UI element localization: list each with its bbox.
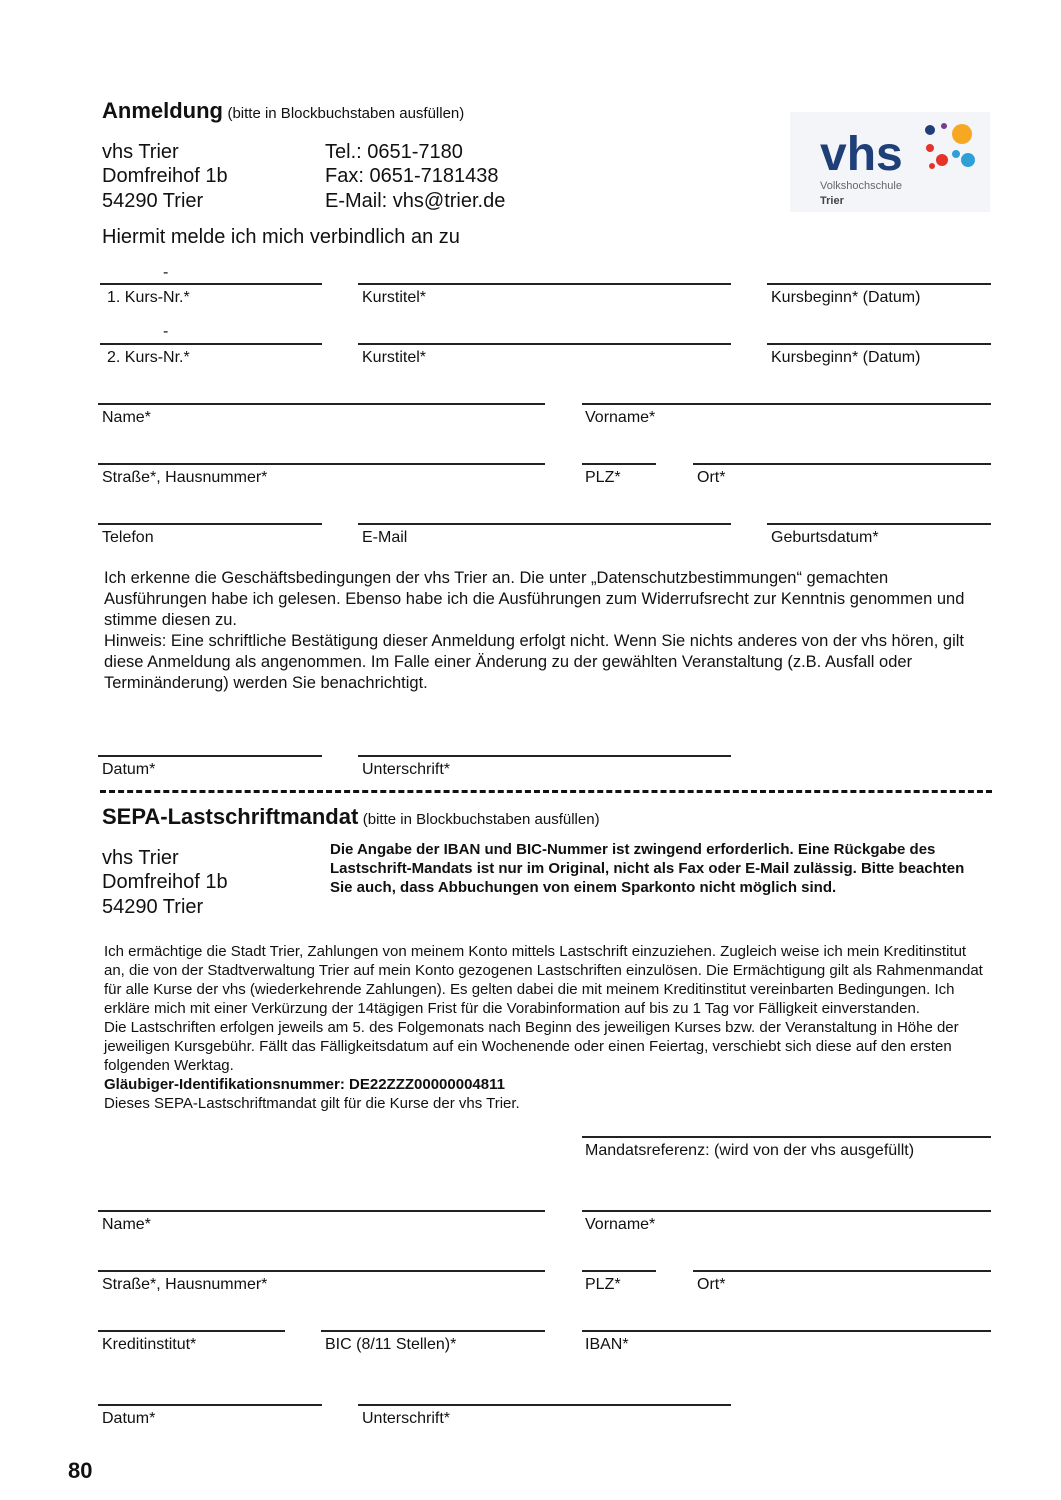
creditor-id: Gläubiger-Identifikationsnummer: DE22ZZZ00000004811 [104,1076,505,1093]
course2-start-field[interactable] [767,343,991,345]
course1-title-field[interactable] [358,283,731,285]
notice-paragraph: Hinweis: Eine schriftliche Bestätigung dieser Anmeldung erfolgt nicht. Wenn Sie nichts anderes von der vhs hören, gilt diese Anmeldung als angenommen. Im Falle einer Änderung zu der gewählten Veranstaltung (z.B. Ausfall oder Terminänderung) werden Sie benachrichtigt. [104,632,964,692]
phone-field[interactable] [98,523,322,525]
form-heading [102,98,464,124]
sepa-address-line: Domfreihof 1b [102,871,228,893]
sepa-firstname-field[interactable] [582,1210,991,1212]
mandate-ref-field [582,1136,991,1138]
bank-field[interactable] [98,1330,285,1332]
name-field[interactable] [98,403,545,405]
sepa-paragraph: Ich ermächtige die Stadt Trier, Zahlungen von meinem Konto mittels Lastschrift einzuziehen. Zugleich weise ich mein Kreditinstitut an, die von der Stadtverwaltung Trier auf mein Konto gezogenen Lastschriften einzulösen. Die Ermächtigung gilt als Rahmenmandat für alle Kurse der vhs (wiederkehrende Zahlungen). Es gelten dabei die mit meinem Kreditinstitut vereinbarten Bedingungen. Ich erkläre mich mit einer Verkürzung der 14tägigen Frist für die Vorabinformation auf bis zu 1 Tag vor Fälligkeit einverstanden. [104,943,983,1017]
vhs-logo-graphic [790,112,990,212]
signature-field[interactable] [358,755,731,757]
sepa-plz-label: PLZ* [585,1276,621,1293]
course2-title-field[interactable] [358,343,731,345]
city-field[interactable] [693,463,991,465]
street-field[interactable] [98,463,545,465]
address-line: vhs Trier [102,141,179,163]
logo-text: vhs [820,128,903,181]
intro-text: Hiermit melde ich mich verbindlich an zu [102,226,460,248]
form-subtitle: (bitte in Blockbuchstaben ausfüllen) [227,105,465,122]
sepa-signature-label: Unterschrift* [362,1410,451,1427]
course2-dash: - [163,323,169,340]
sepa-firstname-label: Vorname* [585,1216,656,1233]
sepa-city-field[interactable] [693,1270,991,1272]
address-line: 54290 Trier [102,190,204,212]
sepa-signature-field[interactable] [358,1404,731,1406]
course2-title-label: Kurstitel* [362,349,427,366]
course2-nr-field[interactable] [100,343,322,345]
firstname-label: Vorname* [585,409,656,426]
course1-title-label: Kurstitel* [362,289,427,306]
sepa-street-label: Straße*, Hausnummer* [102,1276,268,1293]
email-text: E-Mail: vhs@trier.de [325,190,506,212]
email-label: E-Mail [362,529,408,546]
terms-paragraph: Ich erkenne die Geschäftsbedingungen der vhs Trier an. Die unter „Datenschutzbestimmungen“ gemachten Ausführungen habe ich gelesen. Ebenso habe ich die Ausführungen zum Widerrufsrecht zur Kenntnis genommen und stimme diesen zu. [104,569,965,629]
sepa-subtitle: (bitte in Blockbuchstaben ausfüllen) [362,811,600,828]
cut-line-divider [100,790,992,793]
sepa-address-line: vhs Trier [102,847,179,869]
sepa-address-line: 54290 Trier [102,896,204,918]
logo-line2: Trier [820,195,844,207]
sepa-plz-field[interactable] [582,1270,656,1272]
course1-nr-field[interactable] [100,283,322,285]
form-title: Anmeldung [102,98,223,123]
course1-start-field[interactable] [767,283,991,285]
sepa-paragraph: Die Lastschriften erfolgen jeweils am 5. des Folgemonats nach Beginn des jeweiligen Kurses bzw. der Veranstaltung in Höhe der jeweiligen Kursgebühr. Fällt das Fälligkeitsdatum auf ein Wochenende oder einen Feiertag, verschiebt sich diese auf den ersten folgenden Werktag. [104,1019,959,1074]
plz-label: PLZ* [585,469,621,486]
logo-line1: Volkshochschule [820,180,902,192]
sepa-mandate-text [104,942,989,1113]
sepa-city-label: Ort* [697,1276,726,1293]
bank-label: Kreditinstitut* [102,1336,197,1353]
sepa-paragraph: Dieses SEPA-Lastschriftmandat gilt für die Kurse der vhs Trier. [104,1095,520,1112]
sepa-name-field[interactable] [98,1210,545,1212]
birthdate-label: Geburtsdatum* [771,529,879,546]
bic-field[interactable] [321,1330,545,1332]
birthdate-field[interactable] [767,523,991,525]
course1-start-label: Kursbeginn* (Datum) [771,289,921,306]
course1-nr-label: 1. Kurs-Nr.* [107,289,190,306]
firstname-field[interactable] [582,403,991,405]
street-label: Straße*, Hausnummer* [102,469,268,486]
sepa-date-field[interactable] [98,1404,322,1406]
vhs-logo [790,112,990,212]
course2-start-label: Kursbeginn* (Datum) [771,349,921,366]
name-label: Name* [102,409,151,426]
date-field[interactable] [98,755,322,757]
sepa-title: SEPA-Lastschriftmandat [102,804,359,829]
fax-text: Fax: 0651-7181438 [325,165,499,187]
signature-label: Unterschrift* [362,761,451,778]
date-label: Datum* [102,761,156,778]
mandate-ref-label: Mandatsreferenz: (wird von der vhs ausgefüllt) [585,1142,915,1159]
course2-nr-label: 2. Kurs-Nr.* [107,349,190,366]
sepa-street-field[interactable] [98,1270,545,1272]
sepa-heading [102,804,600,830]
bic-label: BIC (8/11 Stellen)* [325,1336,457,1353]
city-label: Ort* [697,469,726,486]
phone-text: Tel.: 0651-7180 [325,141,463,163]
address-line: Domfreihof 1b [102,165,228,187]
plz-field[interactable] [582,463,656,465]
iban-field[interactable] [582,1330,991,1332]
course1-dash: - [163,264,169,281]
page-number: 80 [68,1458,93,1483]
sepa-date-label: Datum* [102,1410,156,1427]
terms-text [104,568,984,694]
sepa-name-label: Name* [102,1216,151,1233]
phone-label: Telefon [102,529,154,546]
email-field[interactable] [358,523,731,525]
iban-label: IBAN* [585,1336,629,1353]
sepa-notice: Die Angabe der IBAN und BIC-Nummer ist zwingend erforderlich. Eine Rückgabe des Lastschrift-Mandats ist nur im Original, nicht als Fax oder E-Mail zulässig. Bitte beachten Sie auch, dass Abbuchungen von einem Sparkonto nicht möglich sind. [330,841,965,896]
